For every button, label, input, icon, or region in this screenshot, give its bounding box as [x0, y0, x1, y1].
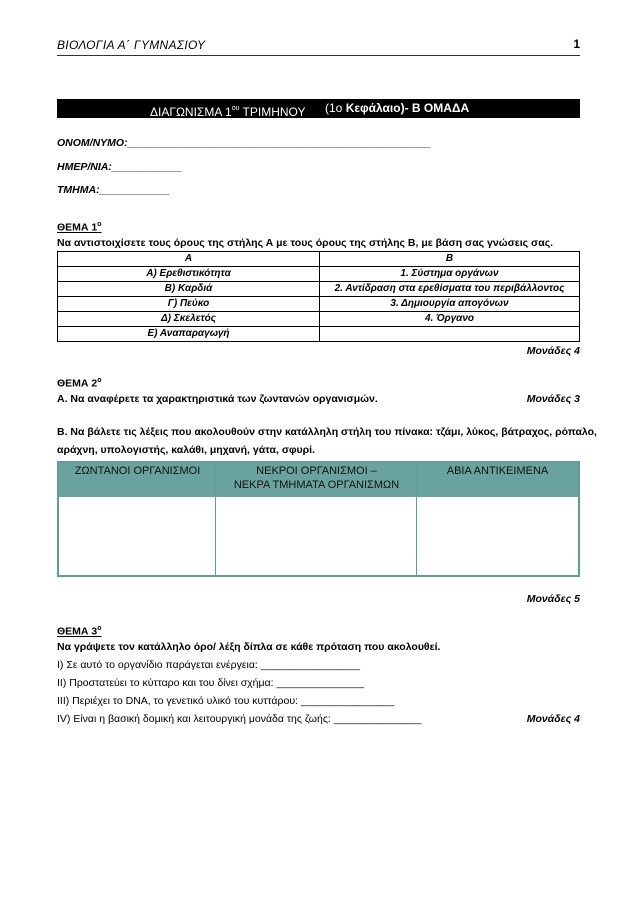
- matching-row: [58, 327, 580, 342]
- q3-title: [57, 625, 102, 638]
- column-b-header: Β: [320, 252, 580, 267]
- matching-row: [58, 312, 580, 327]
- banner-right: [325, 99, 469, 118]
- column-b-cell: [320, 327, 580, 342]
- column-a-cell: Δ) Σκελετός: [58, 312, 320, 327]
- matching-table: [57, 251, 580, 342]
- header-divider: [57, 55, 580, 56]
- q2-title-sup: ο: [97, 377, 102, 384]
- banner-text-4: Κεφάλαιο)- Β ΟΜΑΔΑ: [345, 101, 470, 115]
- column-b-cell: 2. Αντίδραση στα ερεθίσματα του περιβάλλοντος: [320, 282, 580, 297]
- q1-instruction: Να αντιστοιχίσετε τους όρους της στήλης Α με τους όρους της στήλης Β, με βάση σας γνώσεις σας.: [57, 237, 554, 249]
- grid-header-living: ΖΩΝΤΑΝΟΙ ΟΡΓΑΝΙΣΜΟΙ: [74, 465, 201, 477]
- q3-title-sup: ο: [97, 625, 102, 632]
- column-a-cell: Β) Καρδιά: [58, 282, 320, 297]
- q3-title-text: ΘΕΜΑ 3: [57, 625, 98, 638]
- matching-row: [58, 267, 580, 282]
- date-field[interactable]: ΗΜΕΡ/ΝΙΑ:____________: [57, 161, 182, 173]
- grid-header-dead-line1: ΝΕΚΡΟΙ ΟΡΓΑΝΙΣΜΟΙ –: [256, 465, 377, 477]
- q3-item-2[interactable]: II) Προστατεύει το κύτταρο και του δίνει σχήμα: _______________: [57, 677, 365, 689]
- column-b-cell: 1. Σύστημα οργάνων: [320, 267, 580, 282]
- banner-left: [150, 99, 306, 122]
- column-a-cell: Α) Ερεθιστικότητα: [58, 267, 320, 282]
- name-field[interactable]: ΟΝΟΜ/ΝΥΜΟ:____________________________________________________: [57, 137, 432, 149]
- grid-header-abiotic: ΑΒΙΑ ΑΝΤΙΚΕΙΜΕΝΑ: [446, 465, 549, 477]
- classification-grid: [57, 461, 580, 577]
- q1-title-text: ΘΕΜΑ 1: [57, 221, 98, 234]
- q2b-line-2: αράχνη, υπολογιστής, καλάθι, μηχανή, γάτα, σφυρί.: [57, 444, 315, 456]
- grid-header-dead: [216, 463, 417, 498]
- column-a-cell: Γ) Πεύκο: [58, 297, 320, 312]
- q2a-marks: Μονάδες 3: [526, 393, 580, 405]
- q3-instruction: Να γράψετε τον κατάλληλο όρο/ λέξη δίπλα σε κάθε πρόταση που ακολουθεί.: [57, 641, 441, 653]
- column-b-cell: 4. Όργανο: [320, 312, 580, 327]
- column-a-header: Α: [58, 252, 320, 267]
- q2-title-text: ΘΕΜΑ 2: [57, 377, 98, 390]
- banner-text-2: ΤΡΙΜΗΝΟΥ: [239, 105, 306, 119]
- matching-row: [58, 297, 580, 312]
- page-number: 1: [573, 37, 580, 51]
- column-b-cell: 3. Δημιουργία απογόνων: [320, 297, 580, 312]
- matching-header-row: [58, 252, 580, 267]
- class-field[interactable]: ΤΜΗΜΑ:____________: [57, 184, 170, 196]
- column-a-cell: Ε) Αναπαραγωγή: [58, 327, 320, 342]
- q2-title: [57, 377, 102, 390]
- q1-title: [57, 221, 102, 234]
- banner-sup: ου: [231, 105, 240, 112]
- q2b-line-1: Β. Να βάλετε τις λέξεις που ακολουθούν στην κατάλληλη στήλη του πίνακα: τζάμι, λύκος, βάτραχος, ρόπαλο,: [57, 426, 597, 438]
- q3-item-4[interactable]: IV) Είναι η βασική δομική και λειτουργική μονάδα της ζωής: _______________: [57, 713, 422, 725]
- banner-text-1: ΔΙΑΓΩΝΙΣΜΑ 1: [150, 105, 232, 119]
- banner-text-3: (1ο: [325, 101, 346, 115]
- q3-item-1[interactable]: I) Σε αυτό το οργανίδιο παράγεται ενέργεια: _________________: [57, 659, 361, 671]
- grid-header-dead-line2: ΝΕΚΡΑ ΤΜΗΜΑΤΑ ΟΡΓΑΝΙΣΜΩΝ: [233, 479, 400, 491]
- q1-title-sup: ο: [97, 221, 102, 228]
- q1-marks: Μονάδες 4: [526, 345, 580, 357]
- q3-marks: Μονάδες 4: [526, 713, 580, 725]
- q2b-marks: Μονάδες 5: [526, 593, 580, 605]
- q3-item-3[interactable]: III) Περιέχει το DNA, το γενετικό υλικό του κυττάρου: ________________: [57, 695, 395, 707]
- exam-title-banner: [57, 99, 580, 118]
- document-header-title: ΒΙΟΛΟΓΙΑ Α΄ ΓΥΜΝΑΣΙΟΥ: [57, 38, 206, 52]
- matching-row: [58, 282, 580, 297]
- q2a-text: Α. Να αναφέρετε τα χαρακτηριστικά των ζωντανών οργανισμών.: [57, 393, 378, 405]
